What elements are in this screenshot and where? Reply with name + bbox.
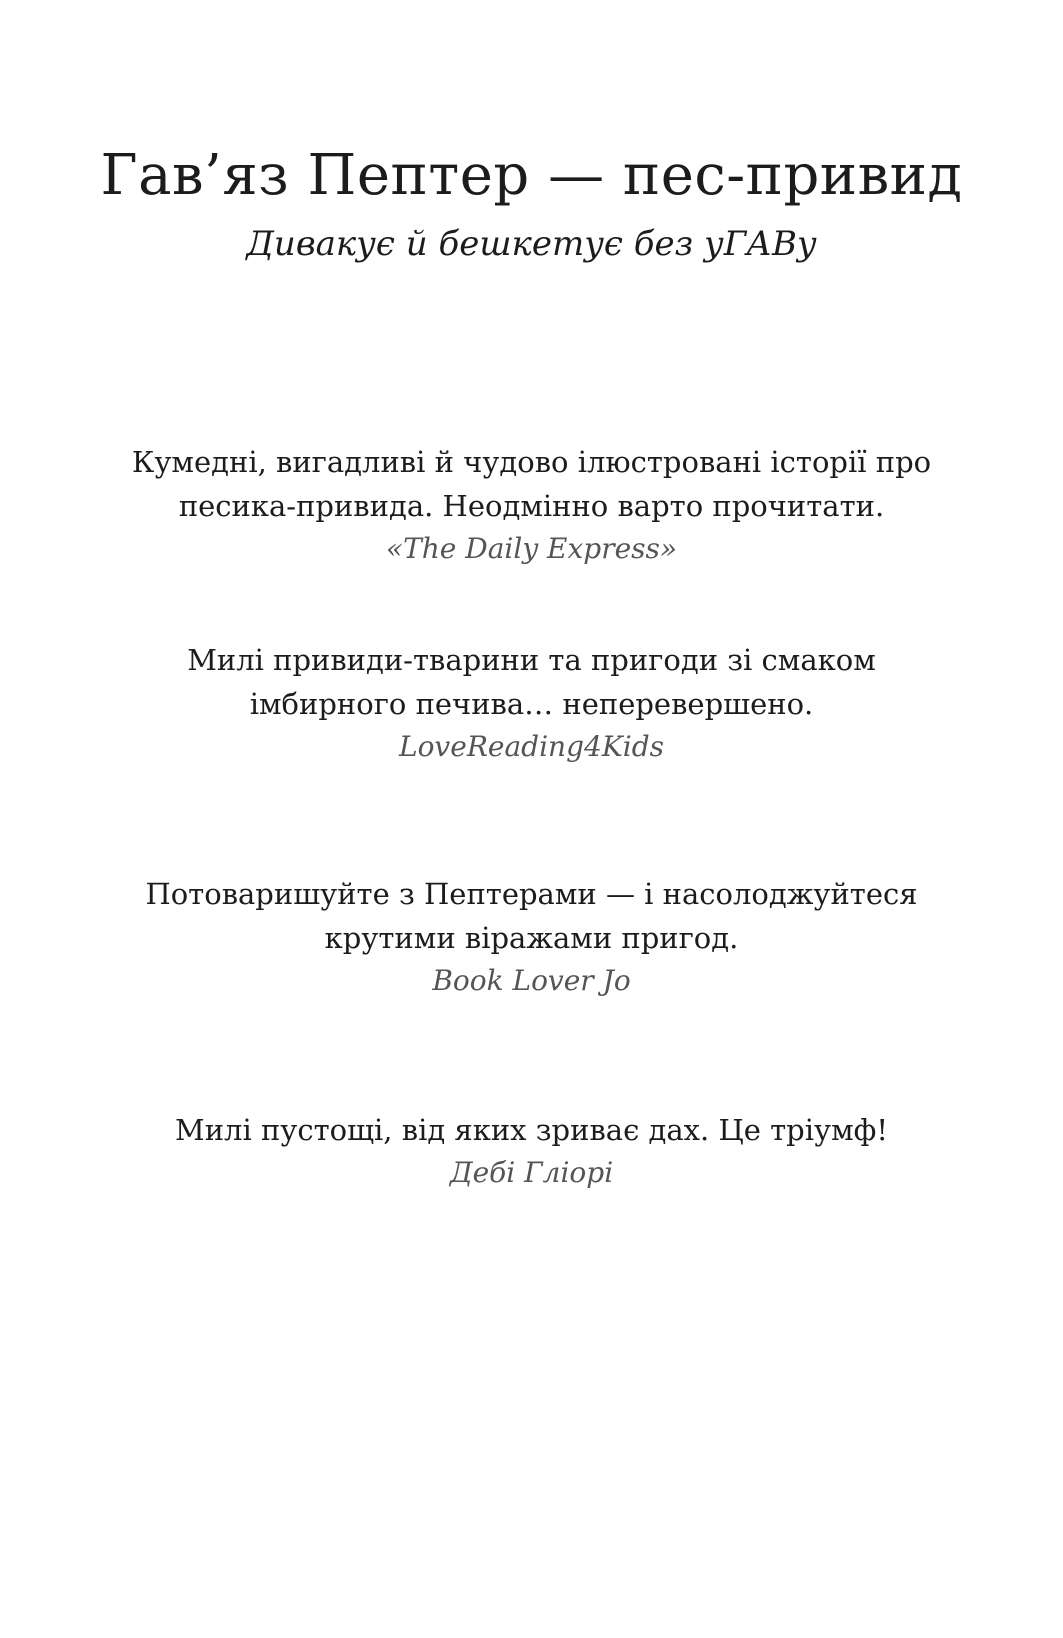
review-source: «The Daily Express» — [385, 532, 678, 565]
review-quote — [120, 872, 943, 1002]
review-source: LoveReading4Kids — [398, 730, 664, 763]
review-text-line: крутими віражами пригод. — [324, 921, 739, 955]
review-quote — [120, 638, 943, 768]
review-text-line: Потоваришуйте з Пептерами — і насолоджуйтеся — [145, 877, 918, 911]
review-text-line: Милі пустощі, від яких зриває дах. Це тріумф! — [175, 1113, 888, 1147]
review-quote — [120, 440, 943, 570]
review-source: Дебі Гліорі — [449, 1156, 614, 1189]
review-text-line: імбирного печива… неперевершено. — [249, 687, 814, 721]
review-text-line: Милі привиди-тварини та пригоди зі смаком — [187, 643, 876, 677]
review-text-line: Кумедні, вигадливі й чудово ілюстровані історії про — [131, 445, 932, 479]
book-title: Гав’яз Пептер — пес-привид — [100, 143, 963, 208]
review-text-line: песика-привида. Неодмінно варто прочитати. — [178, 489, 885, 523]
book-subtitle: Дивакує й бешкетує без уГАВу — [246, 224, 817, 264]
review-source: Book Lover Jo — [432, 964, 631, 997]
review-quote — [120, 1108, 943, 1194]
